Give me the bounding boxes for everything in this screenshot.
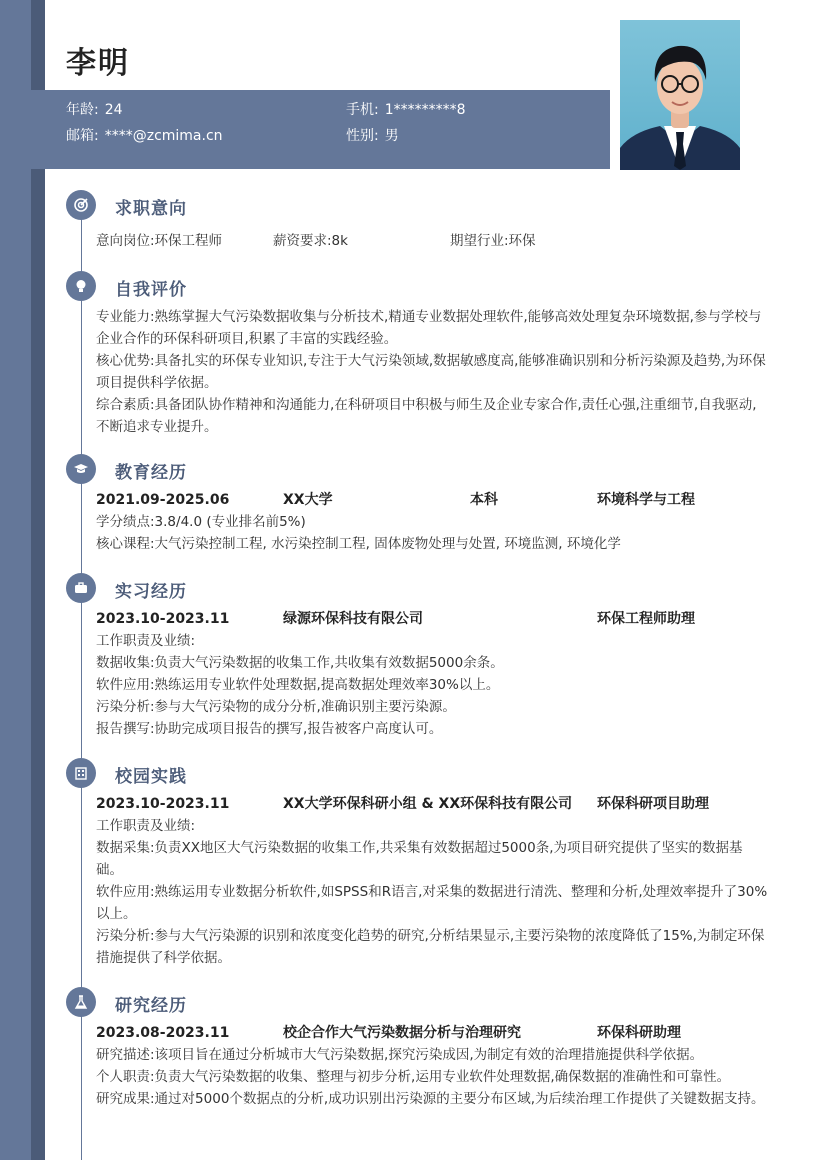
- profile-photo: [620, 20, 740, 170]
- section-title: 教育经历: [115, 463, 187, 483]
- section-title: 实习经历: [115, 582, 187, 602]
- edu-school: XX大学: [283, 492, 333, 508]
- campus-line: 污染分析:参与大气污染源的识别和浓度变化趋势的研究,分析结果显示,主要污染物的浓度降低了15%,为制定环保措施提供了科学依据。: [96, 928, 765, 966]
- email-field: [66, 126, 223, 146]
- intern-line: 工作职责及业绩:: [96, 633, 196, 649]
- gender-field: [346, 126, 399, 146]
- section-education: [66, 454, 768, 555]
- research-line: 研究成果:通过对5000个数据点的分析,成功识别出污染源的主要分布区域,为后续治理工作提供了关键数据支持。: [96, 1091, 765, 1107]
- self-eval-line: 综合素质:具备团队协作精神和沟通能力,在科研项目中积极与师生及企业专家合作,责任心强,注重细节,自我驱动,不断追求专业提升。: [96, 397, 757, 435]
- section-campus-practice: [66, 758, 768, 969]
- edu-degree: 本科: [470, 492, 498, 508]
- campus-line: 软件应用:熟练运用专业数据分析软件,如SPSS和R语言,对采集的数据进行清洗、整理和分析,处理效率提升了30%以上。: [96, 884, 768, 922]
- edu-line: 核心课程:大气污染控制工程, 水污染控制工程, 固体废物处理与处置, 环境监测, 环境化学: [96, 536, 621, 552]
- phone-value: 1*********8: [384, 102, 466, 118]
- graduation-cap-icon: [66, 454, 96, 484]
- left-accent-strip: [0, 0, 31, 1160]
- section-title: 自我评价: [115, 280, 187, 300]
- phone-label: 手机:: [346, 102, 379, 118]
- edu-major: 环境科学与工程: [597, 492, 695, 508]
- intern-role: 环保工程师助理: [597, 611, 695, 627]
- edu-line: 学分绩点:3.8/4.0 (专业排名前5%): [96, 514, 306, 530]
- email-value: ****@zcmima.cn: [104, 128, 223, 144]
- intern-line: 数据收集:负责大气污染数据的收集工作,共收集有效数据5000余条。: [96, 655, 504, 671]
- section-research: [66, 987, 768, 1110]
- section-title: 校园实践: [115, 767, 187, 787]
- campus-line: 数据采集:负责XX地区大气污染数据的收集工作,共采集有效数据超过5000条,为项目研究提供了坚实的数据基础。: [96, 840, 743, 878]
- research-line: 研究描述:该项目旨在通过分析城市大气污染数据,探究污染成因,为制定有效的治理措施提供科学依据。: [96, 1047, 704, 1063]
- email-label: 邮箱:: [66, 128, 99, 144]
- section-title: 研究经历: [115, 996, 187, 1016]
- section-self-evaluation: [66, 271, 768, 438]
- intent-salary: 薪资要求:8k: [273, 233, 348, 249]
- intern-line: 污染分析:参与大气污染物的成分分析,准确识别主要污染源。: [96, 699, 456, 715]
- research-line: 个人职责:负责大气污染数据的收集、整理与初步分析,运用专业软件处理数据,确保数据的准确性和可靠性。: [96, 1069, 731, 1085]
- intent-position: 意向岗位:环保工程师: [96, 233, 223, 249]
- self-eval-line: 专业能力:熟练掌握大气污染数据收集与分析技术,精通专业数据处理软件,能够高效处理复杂环境数据,参与学校与企业合作的环保科研项目,积累了丰富的实践经验。: [96, 309, 762, 347]
- candidate-name: 李明: [66, 46, 130, 81]
- lightbulb-icon: [66, 271, 96, 301]
- intent-industry: 期望行业:环保: [450, 233, 536, 249]
- personal-info-band: [31, 90, 610, 169]
- intern-date: 2023.10-2023.11: [96, 611, 230, 627]
- building-icon: [66, 758, 96, 788]
- age-label: 年龄:: [66, 102, 99, 118]
- section-job-intent: [66, 190, 768, 252]
- intern-org: 绿源环保科技有限公司: [283, 611, 423, 627]
- campus-org: XX大学环保科研小组 & XX环保科技有限公司: [283, 796, 573, 812]
- age-value: 24: [104, 102, 123, 118]
- research-role: 环保科研助理: [597, 1025, 681, 1041]
- briefcase-icon: [66, 573, 96, 603]
- portrait-illustration: [620, 20, 740, 170]
- section-internship: [66, 573, 768, 740]
- research-date: 2023.08-2023.11: [96, 1025, 230, 1041]
- left-accent-strip-dark: [31, 0, 45, 1160]
- gender-value: 男: [384, 128, 399, 144]
- target-icon: [66, 190, 96, 220]
- gender-label: 性别:: [346, 128, 379, 144]
- self-eval-line: 核心优势:具备扎实的环保专业知识,专注于大气污染领域,数据敏感度高,能够准确识别和分析污染源及趋势,为环保项目提供科学依据。: [96, 353, 766, 391]
- campus-date: 2023.10-2023.11: [96, 796, 230, 812]
- phone-field: [346, 100, 466, 120]
- intern-line: 软件应用:熟练运用专业软件处理数据,提高数据处理效率30%以上。: [96, 677, 500, 693]
- intern-line: 报告撰写:协助完成项目报告的撰写,报告被客户高度认可。: [96, 721, 443, 737]
- edu-date: 2021.09-2025.06: [96, 492, 230, 508]
- campus-line: 工作职责及业绩:: [96, 818, 196, 834]
- section-title: 求职意向: [115, 199, 187, 219]
- campus-role: 环保科研项目助理: [597, 796, 709, 812]
- flask-icon: [66, 987, 96, 1017]
- age-field: [66, 100, 123, 120]
- research-project: 校企合作大气污染数据分析与治理研究: [283, 1025, 521, 1041]
